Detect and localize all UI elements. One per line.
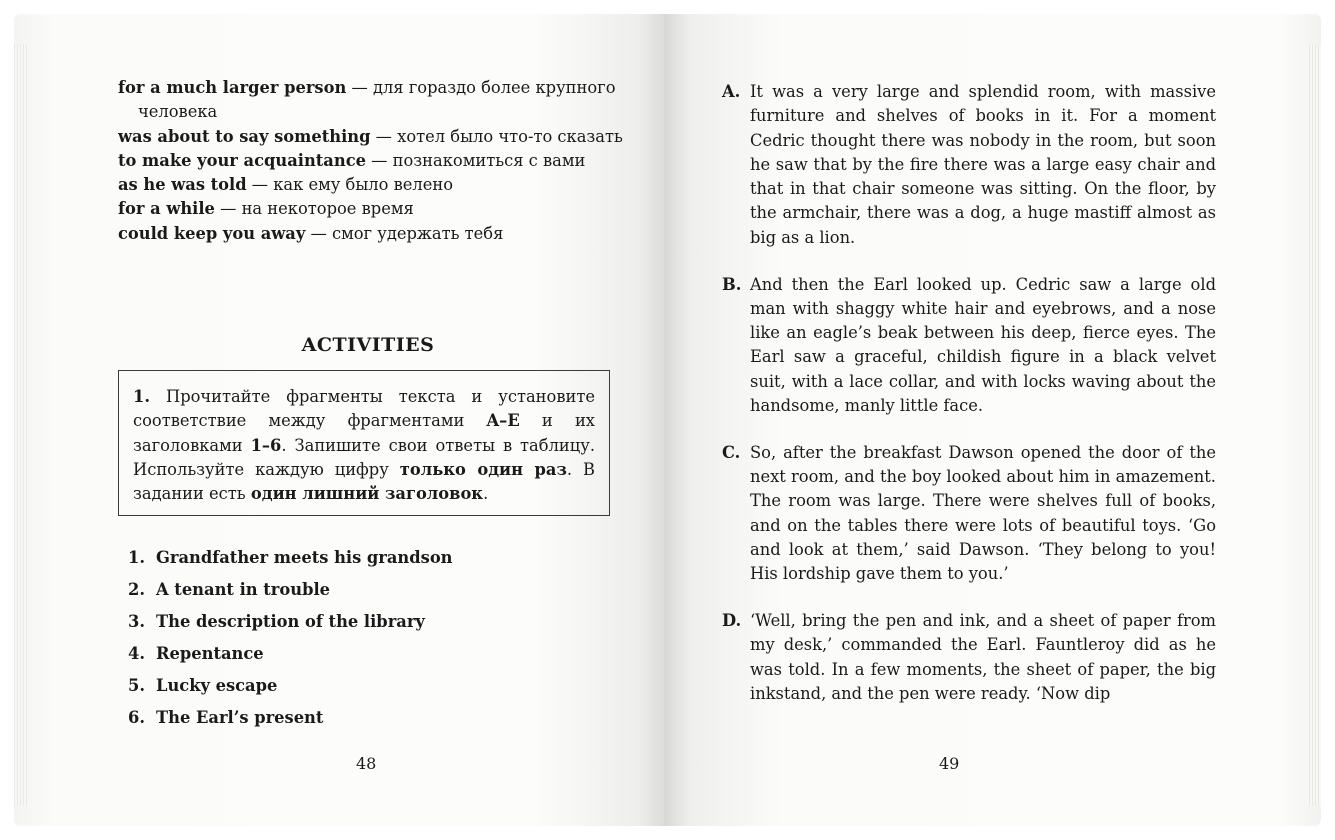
heading-text: Lucky escape (156, 676, 278, 695)
task-text: и их заголовками (133, 411, 595, 455)
heading-text: The description of the library (156, 612, 425, 631)
glossary-translation: смог удержать тебя (331, 223, 504, 243)
heading-item (128, 706, 608, 738)
glossary-translation: как ему было велено (273, 175, 454, 195)
glossary-translation: для гораздо более крупного человека (138, 78, 616, 122)
heading-number: 3. (128, 612, 145, 631)
glossary-term: could keep you away (118, 223, 306, 243)
task-text: . Запишите свои ответы в таблицу. Используйте каждую цифру (133, 435, 595, 479)
glossary (118, 76, 628, 246)
glossary-term: for a much larger person (118, 78, 347, 97)
task-emphasis: только один раз (399, 459, 567, 479)
task-text: Прочитайте фрагменты текста и установите соответствие между фрагментами (133, 387, 595, 431)
glossary-term: was about to say something (118, 126, 371, 146)
heading-text: The Earl’s present (156, 708, 324, 727)
task-text: . В задании есть (133, 459, 595, 504)
left-page (14, 14, 664, 826)
glossary-term: to make your acquaintance (118, 150, 366, 170)
text-fragment-a (722, 80, 1216, 250)
heading-number: 2. (128, 580, 145, 599)
heading-number: 5. (128, 676, 145, 695)
fragment-letter: C. (722, 442, 741, 462)
task-text: . (483, 484, 489, 504)
page-edge-right (1307, 44, 1321, 806)
fragment-text: And then the Earl looked up. Cedric saw a large old man with shaggy white hair and eyebrows, and a nose like an eagle’s beak between his deep, fierce eyes. The Earl saw a graceful, childish figure in a black velvet suit, with a lace collar, and with locks waving about the handsome, manly little face. (750, 274, 1216, 416)
heading-item (128, 546, 608, 578)
glossary-term: for a while (118, 199, 215, 219)
fragment-text: So, after the breakfast Dawson opened the door of the next room, and the boy looked about him in amazement. The room was large. There were shelves full of books, and on the tables there were lots of beautiful toys. ‘Go and look at them,’ said Dawson. ‘They belong to you! His lordship gave them to you.’ (750, 442, 1216, 584)
heading-number: 6. (128, 708, 145, 727)
heading-text: Grandfather meets his grandson (156, 548, 453, 567)
text-fragment-b (722, 273, 1216, 419)
fragment-letter: B. (722, 274, 742, 294)
task-instructions-box (118, 370, 610, 516)
glossary-entry (118, 173, 628, 197)
heading-item (128, 642, 608, 674)
glossary-dash: — (370, 126, 398, 146)
right-page (664, 14, 1321, 826)
glossary-dash: — (214, 199, 242, 219)
task-number: 1. (133, 387, 150, 406)
heading-number: 4. (128, 644, 145, 663)
text-fragment-d (722, 609, 1216, 706)
page-number-right: 49 (939, 754, 960, 773)
glossary-entry (118, 222, 628, 246)
heading-text: A tenant in trouble (156, 580, 331, 599)
glossary-entry (118, 197, 628, 221)
heading-number: 1. (128, 548, 145, 567)
text-fragment-c (722, 441, 1216, 587)
task-range-letters: A–E (486, 411, 520, 431)
fragment-text: ‘Well, bring the pen and ink, and a sheet of paper from my desk,’ commanded the Earl. Fauntleroy did as he was told. In a few moments, the sheet of paper, the big inkstand, and the pen were ready. ‘Now dip (750, 611, 1216, 704)
activities-title: ACTIVITIES (301, 334, 435, 356)
glossary-term: as he was told (118, 175, 247, 195)
glossary-dash: — (346, 78, 373, 97)
glossary-translation: познакомиться с вами (392, 150, 586, 170)
glossary-dash: — (246, 175, 274, 195)
page-edge-left (14, 44, 28, 806)
text-fragments (722, 80, 1216, 729)
heading-item (128, 610, 608, 642)
heading-text: Repentance (156, 644, 264, 663)
glossary-translation: хотел было что-то сказать (397, 126, 623, 146)
glossary-translation: на некоторое время (241, 199, 414, 219)
glossary-entry (118, 149, 628, 173)
fragment-letter: D. (722, 611, 742, 631)
headings-list (128, 546, 608, 738)
heading-item (128, 578, 608, 610)
task-emphasis: один лишний заголовок (250, 484, 484, 504)
glossary-dash: — (305, 223, 332, 243)
fragment-letter: A. (722, 82, 741, 101)
glossary-entry (118, 125, 628, 149)
page-number-left: 48 (356, 754, 377, 773)
glossary-entry (118, 76, 628, 125)
heading-item (128, 674, 608, 706)
task-range-numbers: 1–6 (250, 435, 282, 455)
fragment-text: It was a very large and splendid room, with massive furniture and shelves of books in it. For a moment Cedric thought there was nobody in the room, but soon he saw that by the fire there was a large easy chair and that in that chair someone was sitting. On the floor, by the armchair, there was a dog, a huge mastiff almost as big as a lion. (750, 82, 1216, 247)
glossary-dash: — (365, 150, 393, 170)
